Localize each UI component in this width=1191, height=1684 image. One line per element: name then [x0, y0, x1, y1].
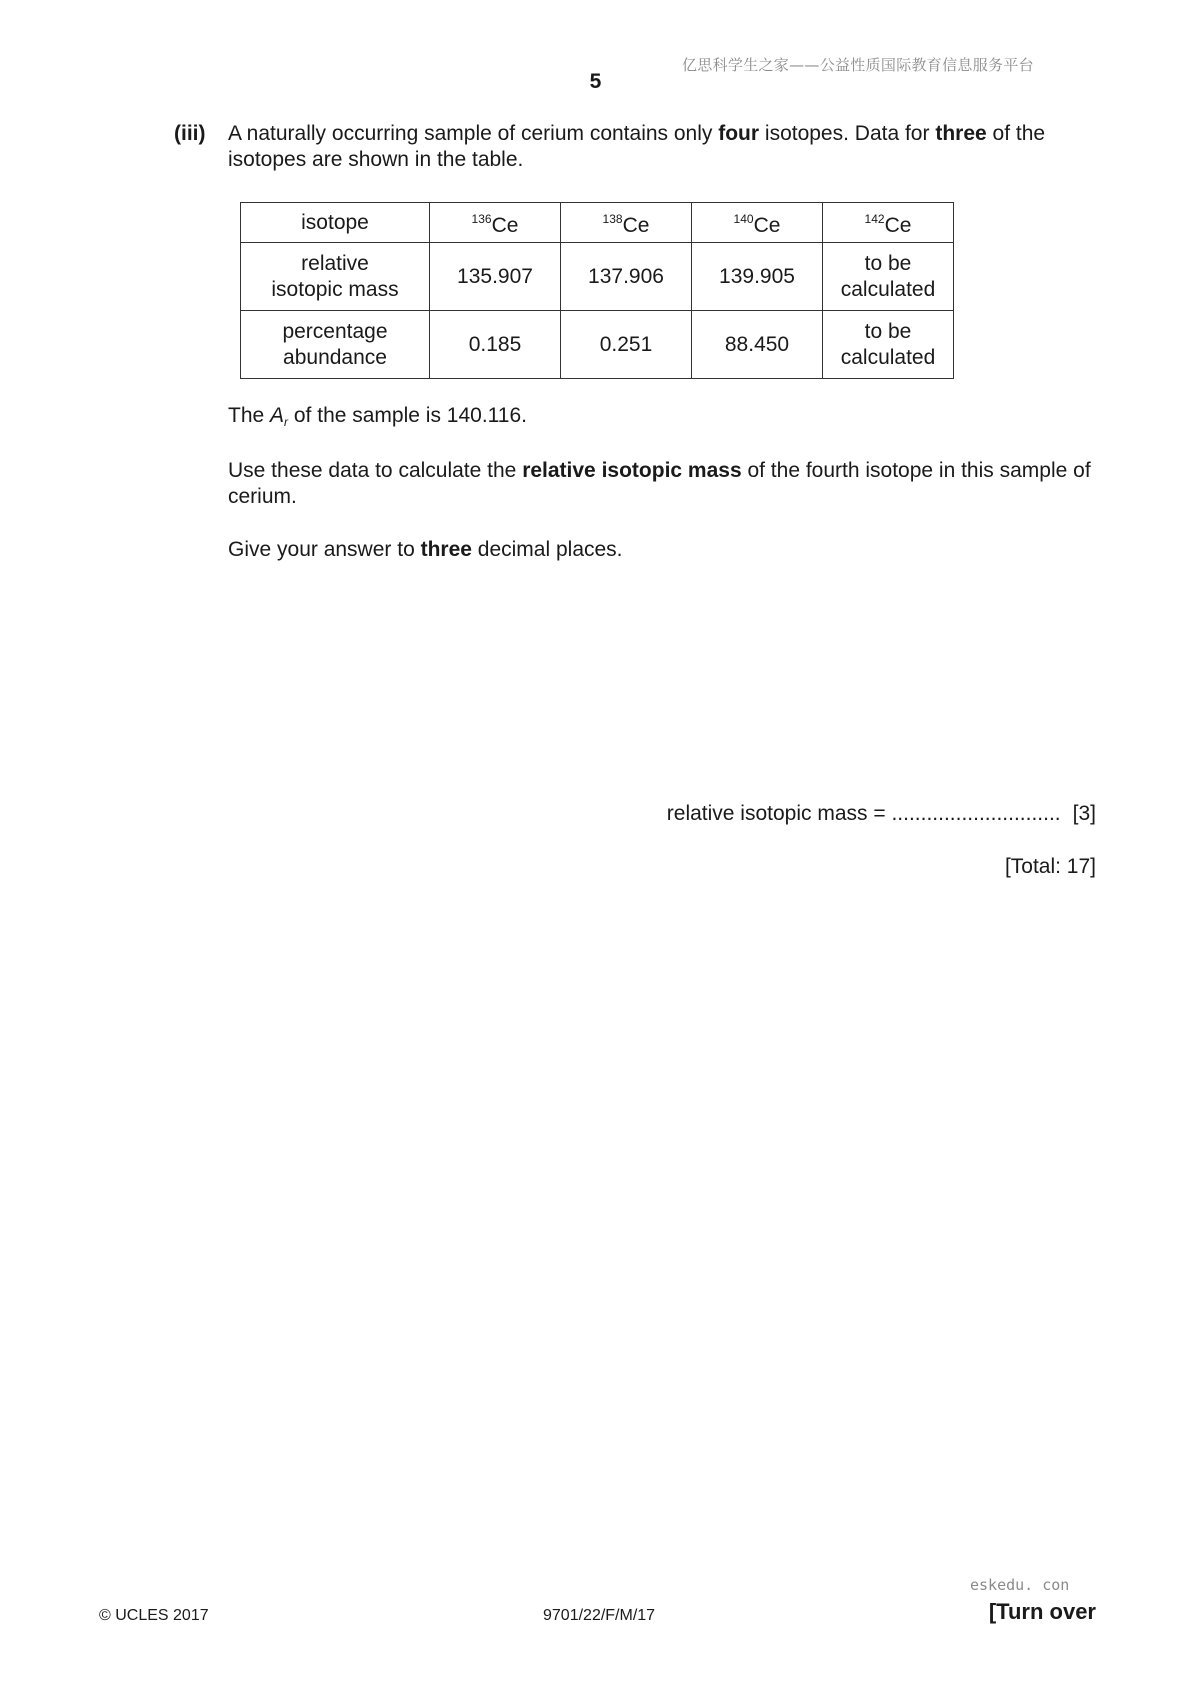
question-label: (iii): [174, 122, 206, 145]
mass-number: 140: [733, 212, 754, 226]
instruction-text-1: Use these data to calculate the: [228, 459, 523, 482]
question-intro: [228, 121, 1098, 173]
cell-line: to be: [864, 319, 912, 343]
copyright: © UCLES 2017: [99, 1607, 209, 1624]
table-cell: 139.905: [692, 243, 823, 311]
element-symbol: Ce: [491, 214, 519, 237]
table-cell: 137.906: [561, 243, 692, 311]
mass-number: 142: [864, 212, 885, 226]
total-marks: [Total: 17]: [1004, 855, 1096, 878]
watermark-header: 亿思科学生之家——公益性质国际教育信息服务平台: [682, 56, 1034, 74]
table-cell: 88.450: [692, 311, 823, 379]
cell-line: to be: [864, 251, 912, 275]
table-cell-unknown: [823, 311, 954, 379]
page-number: 5: [589, 70, 602, 93]
mass-number: 138: [602, 212, 623, 226]
answer-prompt: relative isotopic mass = .............................: [666, 802, 1061, 825]
mass-number: 136: [471, 212, 492, 226]
header-label: isotope: [301, 210, 369, 234]
table-cell: 0.185: [430, 311, 561, 379]
table-row: [241, 243, 954, 311]
table-cell: 135.907: [430, 243, 561, 311]
precision-text-1: Give your answer to: [228, 538, 421, 561]
row-label-cell: [241, 311, 430, 379]
element-symbol: Ce: [884, 214, 912, 237]
precision-text-2: decimal places.: [471, 538, 623, 561]
instruction: [228, 458, 1098, 510]
isotope-header-cell: [430, 203, 561, 243]
isotope-table: [240, 202, 954, 379]
element-symbol: Ce: [753, 214, 781, 237]
header-label-cell: [241, 203, 430, 243]
intro-bold-four: four: [718, 122, 760, 145]
ar-statement: [228, 403, 1098, 435]
table-row: [241, 311, 954, 379]
table-cell: 0.251: [561, 311, 692, 379]
marks-label: [3]: [1072, 802, 1096, 825]
intro-text-3: of the isotopes are shown in the table.: [228, 122, 1046, 171]
isotope-header-cell: [561, 203, 692, 243]
row-label-line: abundance: [283, 345, 387, 369]
answer-line[interactable]: [667, 802, 1096, 826]
turn-over: [Turn over: [988, 1599, 1096, 1624]
ar-subscript: r: [284, 415, 289, 429]
ar-text-1: The: [228, 404, 271, 427]
ar-text-2: of the sample is 140.116.: [288, 404, 527, 427]
row-label-line: percentage: [282, 319, 388, 343]
element-symbol: Ce: [622, 214, 650, 237]
instruction-bold: relative isotopic mass: [522, 459, 742, 482]
intro-text-2: isotopes. Data for: [759, 122, 936, 145]
intro-bold-three: three: [935, 122, 987, 145]
watermark-footer: eskedu. con: [970, 1576, 1070, 1594]
table-header-row: [241, 203, 954, 243]
intro-text-1: A naturally occurring sample of cerium contains only: [228, 122, 719, 145]
isotope-header-cell: [823, 203, 954, 243]
instruction-text-2: of the fourth isotope in this sample of cerium.: [228, 459, 1091, 508]
row-label-cell: [241, 243, 430, 311]
row-label-line: relative: [301, 251, 369, 275]
cell-line: calculated: [840, 277, 936, 301]
precision-instruction: [228, 537, 1098, 563]
isotope-header-cell: [692, 203, 823, 243]
cell-line: calculated: [840, 345, 936, 369]
row-label-line: isotopic mass: [271, 277, 399, 301]
precision-bold: three: [420, 538, 472, 561]
table-cell-unknown: [823, 243, 954, 311]
ar-symbol: A: [270, 404, 285, 427]
paper-code: 9701/22/F/M/17: [543, 1607, 656, 1624]
